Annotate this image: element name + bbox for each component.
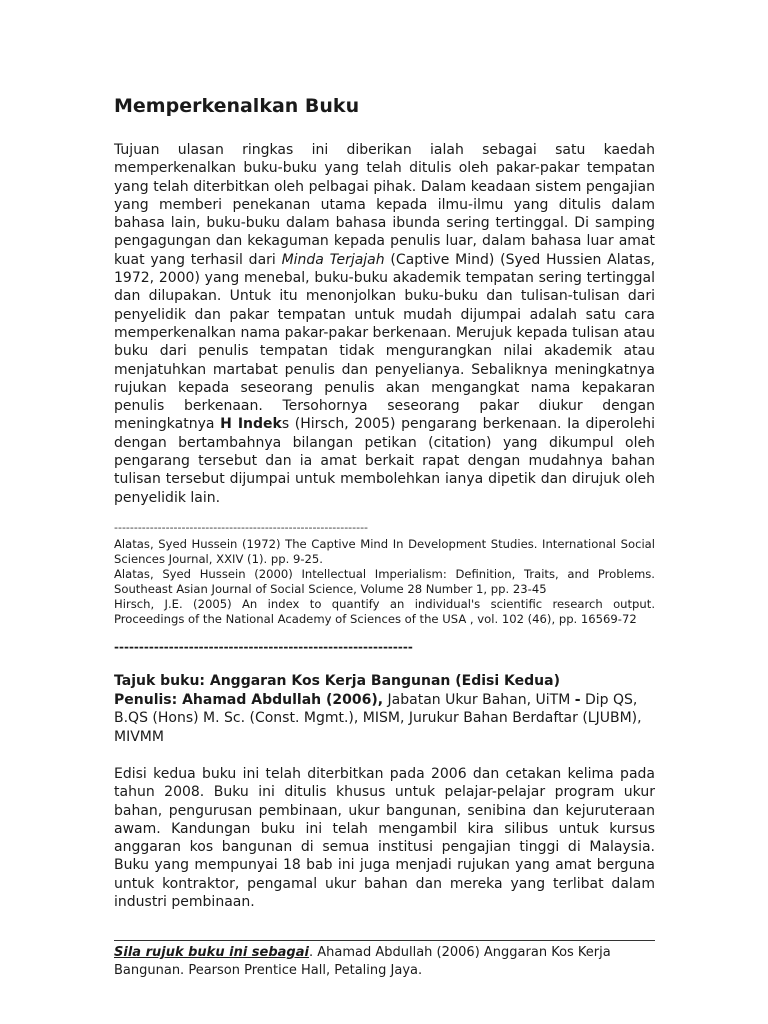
citation-lead: Sila rujuk buku ini sebagai (114, 945, 309, 960)
citation-text: . Ahamad Abdullah (2006) Anggaran Kos Kerja Bangunan. Pearson Prentice Hall, Petaling Jaya. (114, 945, 611, 978)
intro-text-part3: s (Hirsch, 2005) pengarang berkenaan. Ia diperolehi dengan bertambahnya bilangan petikan (citation) yang dikumpul oleh pengarang tersebut dan ia amat berkait rapat dengan mudahnya bahan tulisan tersebut dijumpai untuk membolehkan ianya dipetik dan dirujuk oleh penyelidik lain. (114, 416, 656, 506)
citation-note (114, 944, 655, 979)
intro-paragraph (114, 141, 655, 507)
citation-rule (114, 940, 655, 941)
reference-item: Hirsch, J.E. (2005) An index to quantify an individual's scientific research output. Proceedings of the National Academy of Sciences of the USA , vol. 102 (46), pp. 16569-72 (114, 597, 655, 626)
author-qualifications: Dip QS, B.QS (Hons) M. Sc. (Const. Mgmt.), MISM, Jurukur Bahan Berdaftar (LJUBM), MIVMM (114, 691, 642, 745)
section-divider: ------------------------------------------------------------ (114, 640, 413, 654)
reference-item: Alatas, Syed Hussein (1972) The Captive Mind In Development Studies. International Social Sciences Journal, XXIV (1). pp. 9-25. (114, 537, 655, 566)
author-dash: - (574, 691, 581, 708)
reference-list (114, 537, 655, 627)
book-author: Penulis: Ahamad Abdullah (2006), (114, 691, 384, 708)
author-affiliation: Jabatan Ukur Bahan, UiTM (383, 691, 575, 708)
book-title: Tajuk buku: Anggaran Kos Kerja Bangunan (Edisi Kedua) (114, 673, 560, 689)
intro-text-part1: Tujuan ulasan ringkas ini diberikan ialah sebagai satu kaedah memperkenalkan buku-buku yang telah ditulis oleh pakar-pakar tempatan yang telah diterbitkan oleh pelbagai pihak. Dalam keadaan sistem pengajian yang memberi penekanan utama kepada ilmu-ilmu yang ditulis dalam bahasa lain, buku-buku dalam bahasa ibunda sering tertinggal. Di samping pengagungan dan kekaguman kepada penulis luar, dalam bahasa luar amat kuat yang terhasil dari (114, 142, 655, 268)
book-description: Edisi kedua buku ini telah diterbitkan pada 2006 dan cetakan kelima pada tahun 2008. Buku ini ditulis khusus untuk pelajar-pelajar program ukur bahan, pengurusan pembinaan, ukur bangunan, senibina dan kejuruteraan awam. Kandungan buku ini telah mengambil kira silibus untuk kursus anggaran kos bangunan di semua institusi pengajian tinggi di Malaysia. Buku yang mempunyai 18 bab ini juga menjadi rujukan yang amat berguna untuk kontraktor, pengamal ukur bahan dan mereka yang terlibat dalam industri pembinaan. (114, 766, 655, 911)
footnote-divider: ---------------------------------------------------------------- (114, 521, 369, 534)
reference-item: Alatas, Syed Hussein (2000) Intellectual Imperialism: Definition, Traits, and Problems. Southeast Asian Journal of Social Science, Volume 28 Number 1, pp. 23-45 (114, 567, 655, 596)
page-title: Memperkenalkan Buku (114, 95, 360, 117)
minda-terjajah-term: Minda Terjajah (281, 251, 385, 268)
intro-text-part2: (Captive Mind) (Syed Hussien Alatas, 1972, 2000) yang menebal, buku-buku akademik tempatan sering tertinggal dan dilupakan. Untuk itu menonjolkan buku-buku dan tulisan-tulisan dari penyelidik dan pakar tempatan untuk mudah dijumpai adalah satu cara memperkenalkan nama pakar-pakar berkenaan. Merujuk kepada tulisan atau buku dari penulis tempatan tidak mengurangkan nilai akademik atau menjatuhkan martabat penulis dan penyelianya. Sebaliknya meningkatnya rujukan kepada seseorang penulis akan mengangkat nama kepakaran penulis berkenaan. Tersohornya seseorang pakar diukur dengan meningkatnya (114, 251, 655, 433)
book-header (114, 672, 655, 746)
h-index-term: H Indek (220, 416, 282, 433)
